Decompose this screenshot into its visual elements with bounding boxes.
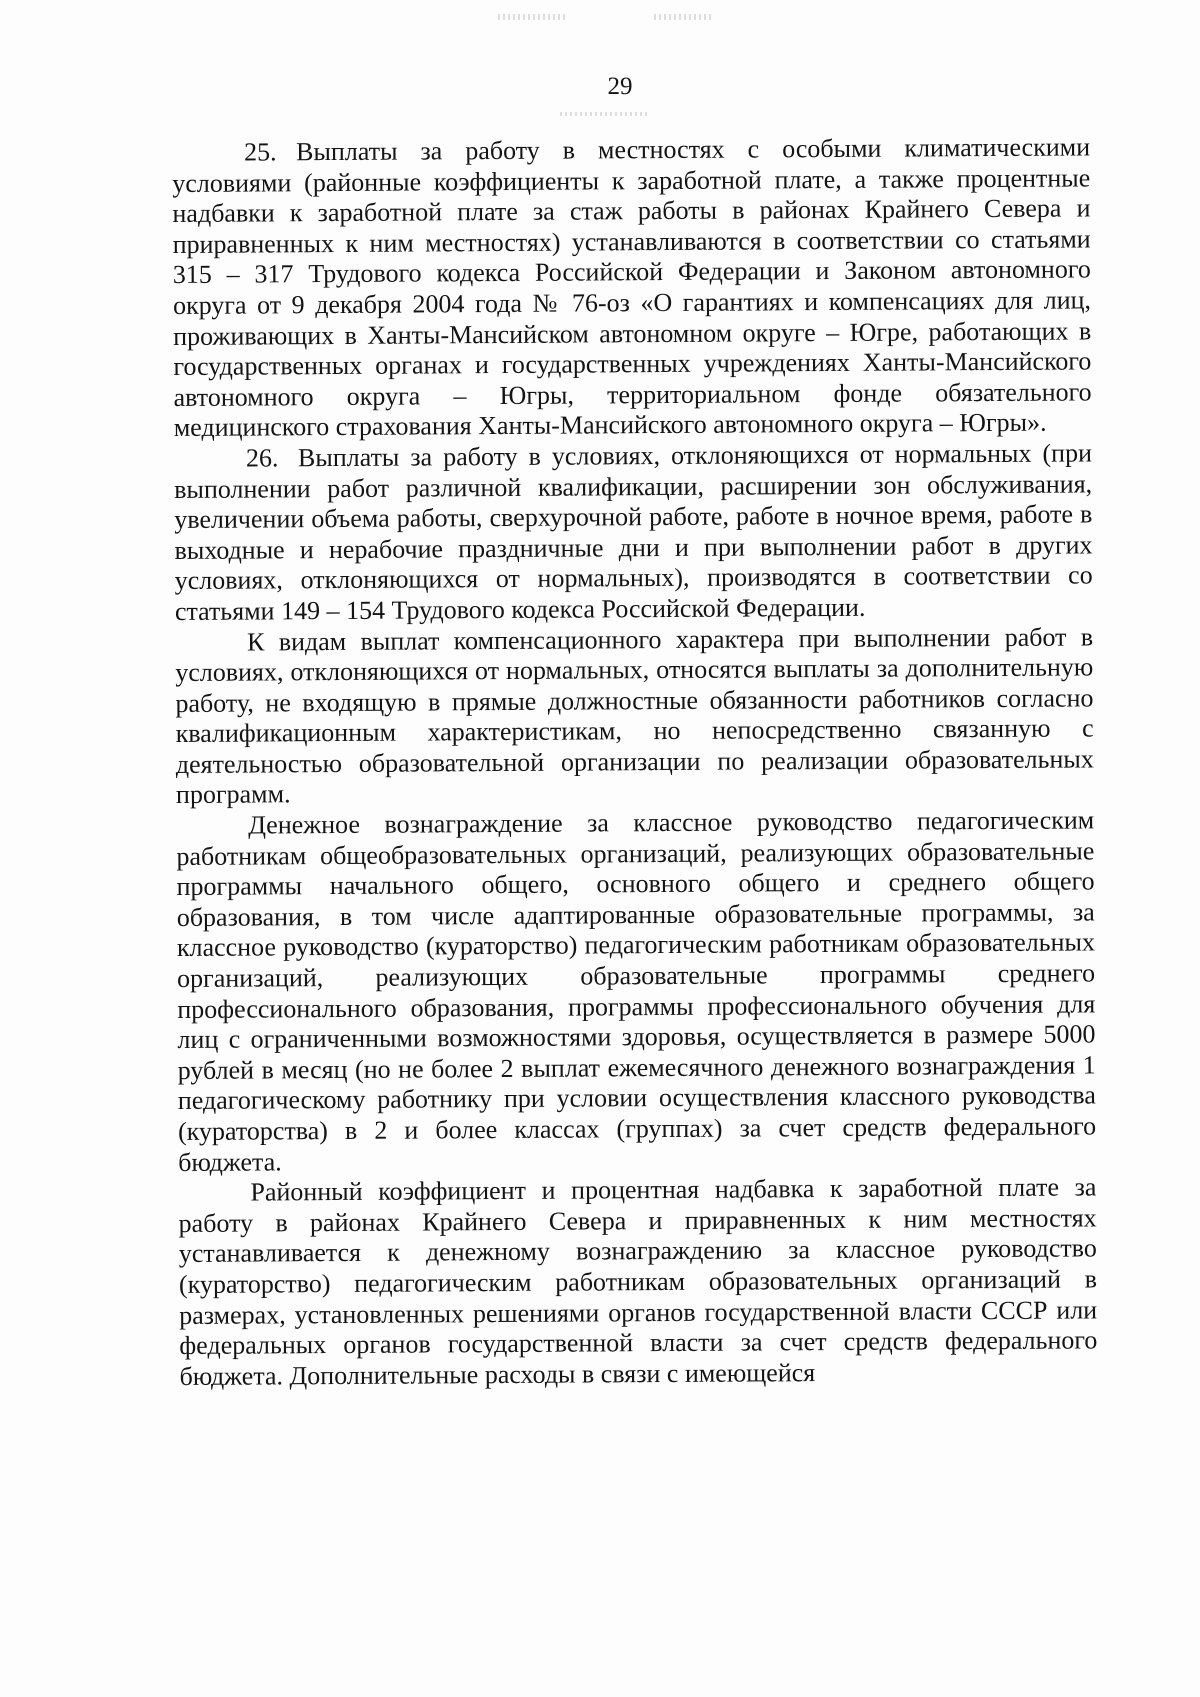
document-text — [172, 132, 1098, 1392]
paragraph-number: 26. — [245, 443, 279, 473]
paragraph-number: 25. — [243, 137, 277, 167]
paragraph-regional-coefficient — [178, 1173, 1097, 1393]
paragraph-text: Денежное вознаграждение за классное руководство педагогическим работникам общеобразовательных организаций, реализующих образовательные программы начального общего, основного общего и среднего общего образования, в том числе адаптированные образовательные программы, за классное руководство (кураторство) педагогическим работникам образовательных организаций, реализующих образовательные программы среднего профессионального образования, программы профессионального обучения для лиц с ограниченными возможностями здоровья, осуществляется в размере 5000 рублей в месяц (но не более 2 выплат ежемесячного денежного вознаграждения 1 педагогическому работнику при условии осуществления классного руководства (кураторства) в 2 и более классах (группах) за счет средств федерального бюджета. — [176, 805, 1097, 1177]
paragraph-text: Выплаты за работу в условиях, отклоняющихся от нормальных (при выполнении работ различной квалификации, расширении зон обслуживания, увеличении объема работы, сверхурочной работе, работе в ночное время, работе в выходные и нерабочие праздничные дни и при выполнении работ в других условиях, отклоняющихся от нормальных), производятся в соответствии со статьями 149 – 154 Трудового кодекса Российской Федерации. — [174, 438, 1093, 626]
paragraph-25 — [172, 132, 1092, 444]
paragraph-text: К видам выплат компенсационного характера при выполнении работ в условиях, отклоняющихся от нормальных, относятся выплаты за дополнительную работу, не входящую в прямые должностные обязанности работников согласно квалификационным характеристикам, но непосредственно связанную с деятельностью образовательной организации по реализации образовательных программ. — [175, 621, 1094, 810]
paragraph-text: Выплаты за работу в местностях с особыми климатическими условиями (районные коэффициенты к заработной плате, а также процентные надбавки к заработной плате за стаж работы в районах Крайнего Севера и приравненных к ним местностях) устанавливаются в соответствии со статьями 315 – 317 Трудового кодекса Российской Федерации и Законом автономного округа от 9 декабря 2004 года № 76-оз «О гарантиях и компенсациях для лиц, проживающих в Ханты-Мансийском автономном округе – Югре, работающих в государственных органах и государственных учреждениях Ханты-Мансийского автономного округа – Югры, территориальном фонде обязательного медицинского страхования Ханты-Мансийского автономного округа – Югры». — [172, 132, 1092, 443]
paragraph-26 — [174, 438, 1093, 627]
scan-artifact — [498, 14, 568, 20]
scan-artifact — [560, 112, 650, 116]
paragraph-text: Районный коэффициент и процентная надбавка к заработной плате за работу в районах Крайнего Севера и приравненных к ним местностях устанавливается к денежному вознаграждению за классное руководство (кураторство) педагогическим работникам образовательных организаций в размерах, установленных решениями органов государственной власти СССР или федеральных органов государственной власти за счет средств федерального бюджета. Дополнительные расходы в связи с имеющейся — [178, 1172, 1098, 1391]
paragraph-compensation-types — [175, 622, 1094, 811]
page-number: 29 — [607, 73, 633, 100]
scan-artifact — [654, 14, 714, 20]
paragraph-class-supervision-reward — [176, 805, 1096, 1178]
